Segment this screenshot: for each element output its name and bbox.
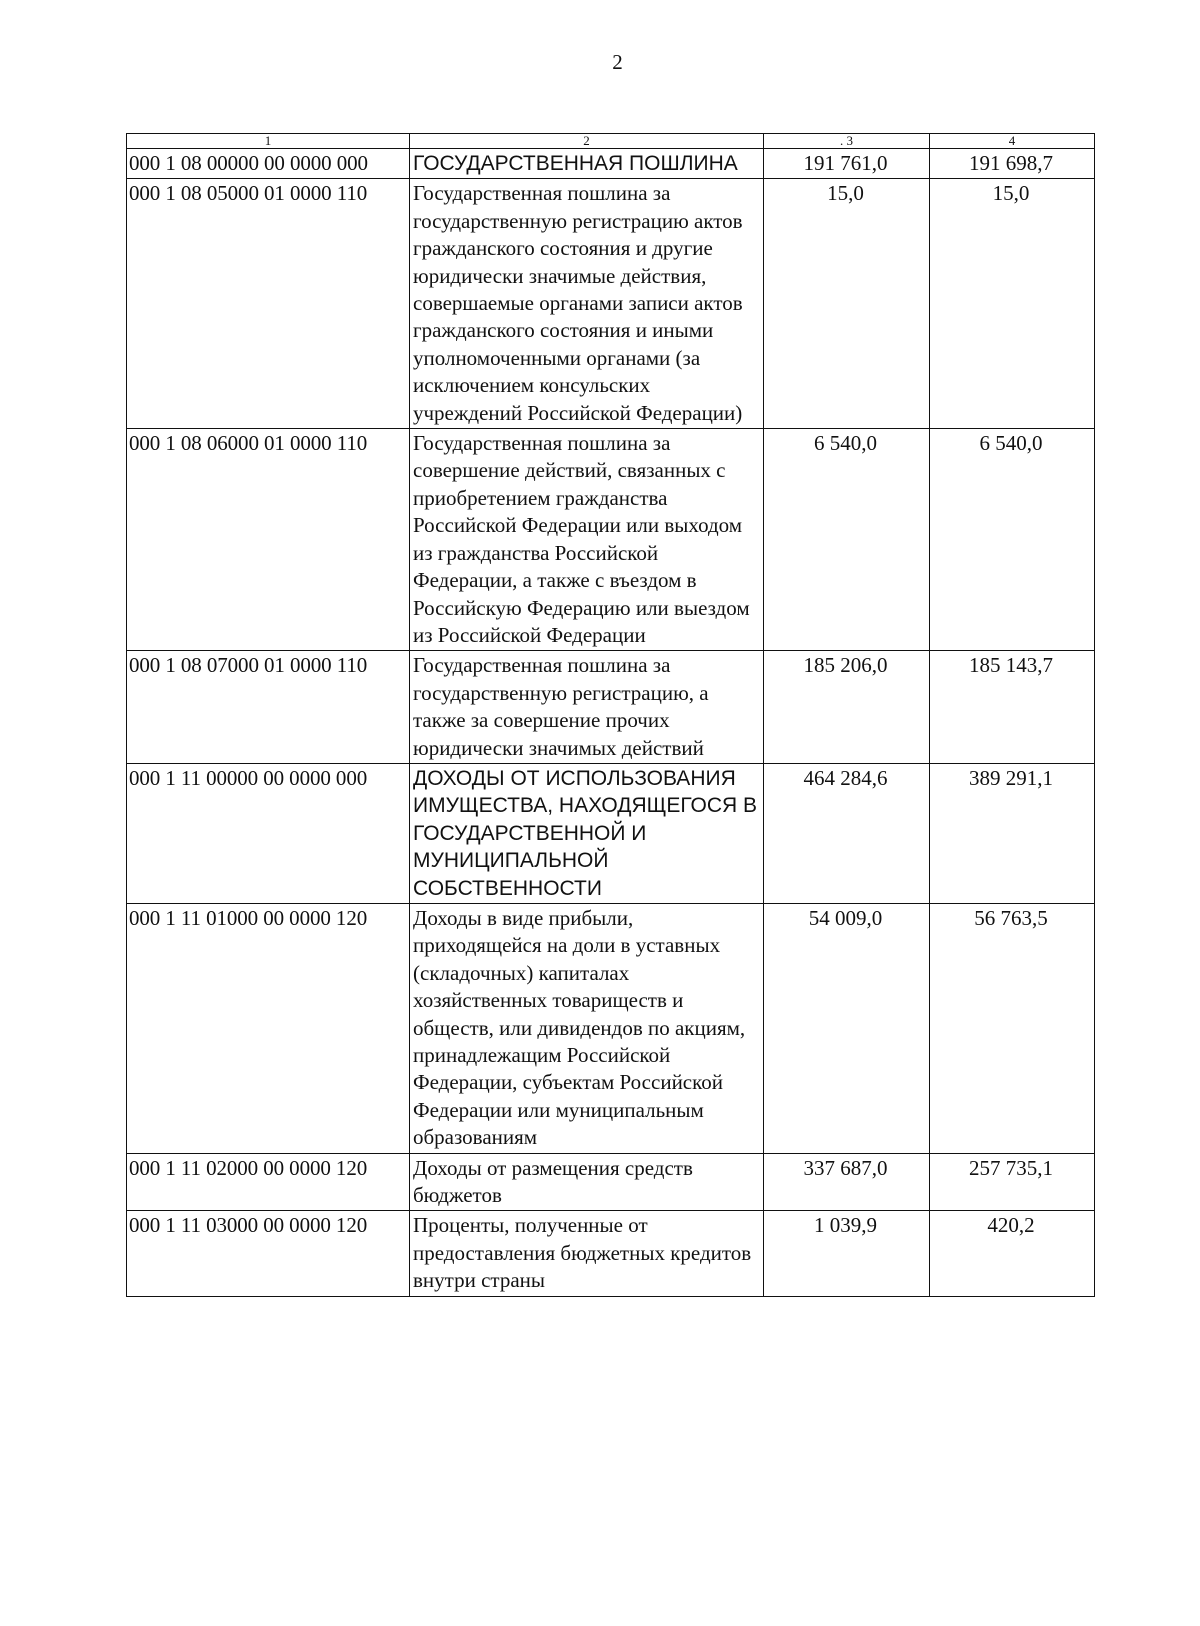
table-row bbox=[127, 429, 1095, 651]
revenue-name-cell: Государственная пошлина за совершение действий, связанных с приобретением гражданства Российской Федерации или выходом из гражданства Российской Федерации, а также с въездом в Российскую Федерацию или выездом из Российской Федерации bbox=[410, 429, 764, 651]
amount-column-4-cell: 420,2 bbox=[930, 1211, 1095, 1296]
amount-column-3-cell: 337 687,0 bbox=[764, 1153, 930, 1211]
amount-column-3-cell: 15,0 bbox=[764, 179, 930, 429]
budget-code-cell: 000 1 08 06000 01 0000 110 bbox=[127, 429, 410, 651]
page-number: 2 bbox=[612, 50, 623, 74]
revenue-name-cell: ГОСУДАРСТВЕННАЯ ПОШЛИНА bbox=[410, 149, 764, 179]
revenue-name-cell: Доходы в виде прибыли, приходящейся на доли в уставных (складочных) капиталах хозяйственных товариществ и обществ, или дивидендов по акциям, принадлежащим Российской Федерации, субъектам Российской Федерации или муниципальным образованиям bbox=[410, 903, 764, 1153]
amount-column-3-cell: 6 540,0 bbox=[764, 429, 930, 651]
revenue-table bbox=[126, 133, 1095, 1297]
column-header-1: 1 bbox=[127, 134, 410, 149]
revenue-table-body bbox=[127, 134, 1095, 1297]
amount-column-4-cell: 389 291,1 bbox=[930, 763, 1095, 903]
amount-column-4-cell: 6 540,0 bbox=[930, 429, 1095, 651]
column-header-3: . 3 bbox=[764, 134, 930, 149]
table-row bbox=[127, 149, 1095, 179]
amount-column-4-cell: 191 698,7 bbox=[930, 149, 1095, 179]
budget-code-cell: 000 1 08 07000 01 0000 110 bbox=[127, 651, 410, 764]
table-row bbox=[127, 1211, 1095, 1296]
amount-column-4-cell: 185 143,7 bbox=[930, 651, 1095, 764]
table-row bbox=[127, 763, 1095, 903]
column-header-4: 4 bbox=[930, 134, 1095, 149]
amount-column-4-cell: 56 763,5 bbox=[930, 903, 1095, 1153]
amount-column-3-cell: 185 206,0 bbox=[764, 651, 930, 764]
table-row bbox=[127, 903, 1095, 1153]
amount-column-4-cell: 15,0 bbox=[930, 179, 1095, 429]
budget-code-cell: 000 1 08 00000 00 0000 000 bbox=[127, 149, 410, 179]
amount-column-3-cell: 54 009,0 bbox=[764, 903, 930, 1153]
revenue-name-cell: ДОХОДЫ ОТ ИСПОЛЬЗОВАНИЯ ИМУЩЕСТВА, НАХОДЯЩЕГОСЯ В ГОСУДАРСТВЕННОЙ И МУНИЦИПАЛЬНОЙ СОБСТВЕННОСТИ bbox=[410, 763, 764, 903]
revenue-name-cell: Проценты, полученные от предоставления бюджетных кредитов внутри страны bbox=[410, 1211, 764, 1296]
budget-code-cell: 000 1 11 02000 00 0000 120 bbox=[127, 1153, 410, 1211]
budget-code-cell: 000 1 11 03000 00 0000 120 bbox=[127, 1211, 410, 1296]
column-header-2: 2 bbox=[410, 134, 764, 149]
amount-column-3-cell: 464 284,6 bbox=[764, 763, 930, 903]
revenue-name-cell: Государственная пошлина за государственную регистрацию, а также за совершение прочих юридически значимых действий bbox=[410, 651, 764, 764]
revenue-name-cell: Доходы от размещения средств бюджетов bbox=[410, 1153, 764, 1211]
revenue-name-cell: Государственная пошлина за государственную регистрацию актов гражданского состояния и другие юридически значимые действия, совершаемые органами записи актов гражданского состояния и иными уполномоченными органами (за исключением консульских учреждений Российской Федерации) bbox=[410, 179, 764, 429]
table-row bbox=[127, 179, 1095, 429]
amount-column-3-cell: 191 761,0 bbox=[764, 149, 930, 179]
budget-code-cell: 000 1 11 00000 00 0000 000 bbox=[127, 763, 410, 903]
budget-code-cell: 000 1 08 05000 01 0000 110 bbox=[127, 179, 410, 429]
amount-column-3-cell: 1 039,9 bbox=[764, 1211, 930, 1296]
column-number-row bbox=[127, 134, 1095, 149]
table-row bbox=[127, 651, 1095, 764]
table-row bbox=[127, 1153, 1095, 1211]
amount-column-4-cell: 257 735,1 bbox=[930, 1153, 1095, 1211]
budget-code-cell: 000 1 11 01000 00 0000 120 bbox=[127, 903, 410, 1153]
